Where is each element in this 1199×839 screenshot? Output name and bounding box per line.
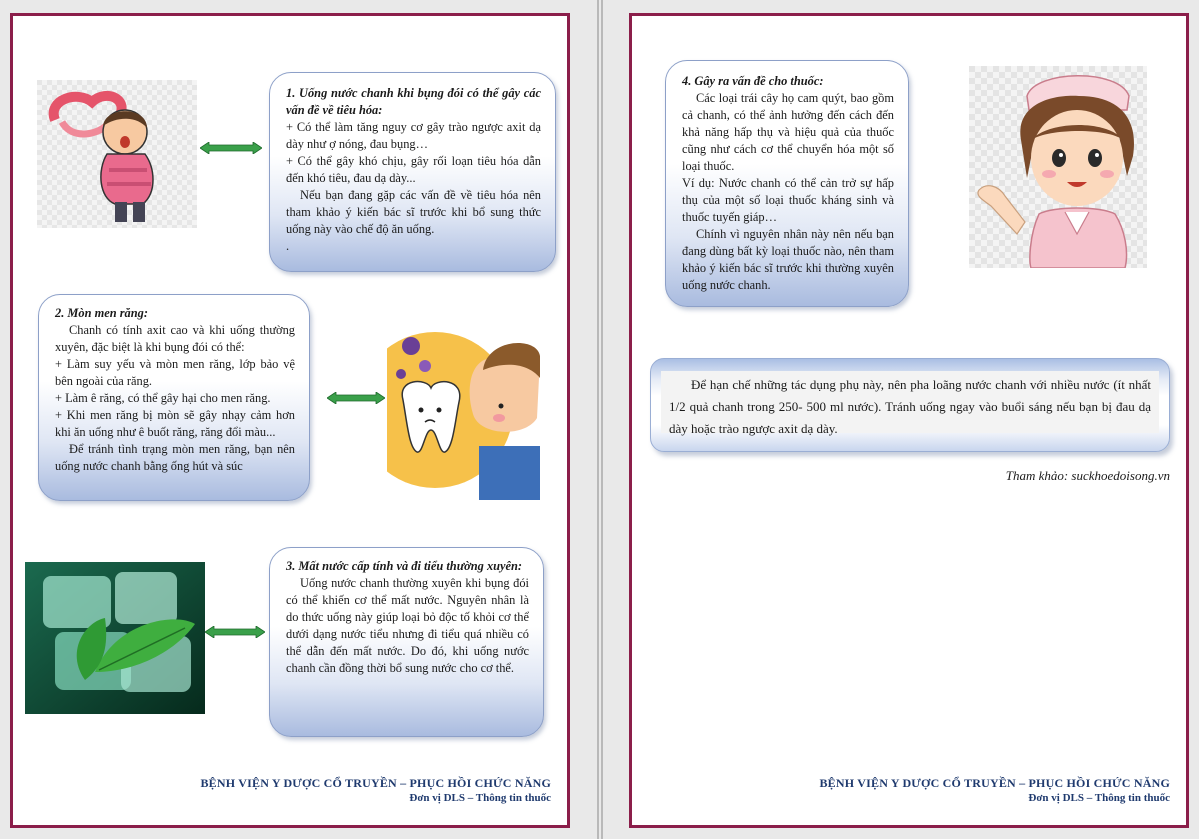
medication-issues-callout [665,60,909,307]
double-arrow-icon [200,142,262,154]
medication-issues-line-1: Các loại trái cây họ cam quýt, bao gồm cả chanh, có thể ảnh hưởng đến cách đến khả năng hấp thụ và hiệu quả của thuốc cũng như cách cơ thể chuyển hóa một số loại thuốc. [682,91,894,173]
page1-footer [200,776,551,804]
double-arrow-icon [327,392,385,404]
ice-and-mint-image [25,562,205,714]
dehydration-callout [269,547,544,737]
dehydration-title: 3. Mất nước cấp tính và đi tiểu thường xuyên: [286,559,523,573]
page2-footer [819,776,1170,804]
document-page-2 [629,13,1189,828]
tooth-enamel-title: 2. Mòn men răng: [55,306,148,320]
tooth-enamel-line-4: + Khi men răng bị mòn sẽ gây nhạy cảm hơn khi ăn uống như ê buốt răng, răng đổi màu... [55,408,295,439]
page-gutter-left [597,0,599,839]
dehydration-line-1: Uống nước chanh thường xuyên khi bụng đói có thể khiến cơ thể mất nước. Nguyên nhân là do thức uống này giúp loại bỏ độc tố khỏi cơ thể dưới dạng nước tiểu nhưng đi tiểu quá nhiều có thể dẫn đến mất nước. Do đó, khi uống nước chanh cần đồng thời bổ sung nước cho cơ thể. [286,576,529,675]
nurse-illustration [969,66,1147,268]
digestive-issues-line-3: Nếu bạn đang gặp các vấn đề về tiêu hóa nên tham khảo ý kiến bác sĩ trước khi bổ sung thức uống này vào chế độ ăn uống. [286,188,541,236]
dilution-advice-text: Để hạn chế những tác dụng phụ này, nên pha loãng nước chanh với nhiều nước (ít nhất 1/2 quả chanh trong 250- 500 ml nước). Tránh uống ngay vào buổi sáng nếu bạn bị đau dạ dày hoặc trào ngược axit dạ dày. [661,371,1159,433]
tooth-enamel-line-1: Chanh có tính axit cao và khi uống thường xuyên, đặc biệt là khi bụng đói có thể: [55,323,295,354]
footer-unit-name: Đơn vị DLS – Thông tin thuốc [1028,792,1170,804]
footer-hospital-name: BỆNH VIỆN Y DƯỢC CỔ TRUYỀN – PHỤC HỒI CHỨC NĂNG [819,776,1170,790]
tooth-enamel-line-5: Để tránh tình trạng mòn men răng, bạn nên uống nước chanh bằng ống hút và súc [55,442,295,473]
page-gutter-right [601,0,603,839]
double-arrow-icon [205,626,265,638]
tooth-sensitivity-illustration [387,318,540,500]
footer-hospital-name: BỆNH VIỆN Y DƯỢC CỔ TRUYỀN – PHỤC HỒI CHỨC NĂNG [200,776,551,790]
digestive-issues-line-1: + Có thể làm tăng nguy cơ gây trào ngược axit dạ dày như ợ nóng, đau bụng… [286,120,541,151]
tooth-enamel-line-2: + Làm suy yếu và mòn men răng, lớp bảo vệ bên ngoài của răng. [55,357,295,388]
dilution-advice-box [650,358,1170,452]
medication-issues-line-2: Ví dụ: Nước chanh có thể cản trở sự hấp thụ của một số loại thuốc kháng sinh và thuốc tuyến giáp… [682,176,894,224]
medication-issues-title: 4. Gây ra vấn đề cho thuốc: [682,74,824,88]
stomach-ache-illustration [37,80,197,228]
document-page-1 [10,13,570,828]
digestive-issues-title: 1. Uống nước chanh khi bụng đói có thể gây các vấn đề về tiêu hóa: [286,86,541,117]
digestive-issues-line-4: . [286,239,290,253]
medication-issues-line-3: Chính vì nguyên nhân này nên nếu bạn đang dùng bất kỳ loại thuốc nào, nên tham khảo ý kiến bác sĩ trước khi thường xuyên uống nước chanh. [682,227,894,292]
digestive-issues-line-2: + Có thể gây khó chịu, gây rối loạn tiêu hóa dẫn đến khó tiêu, đau dạ dày... [286,154,541,185]
tooth-enamel-line-3: + Làm ê răng, có thể gây hại cho men răng. [55,391,271,405]
digestive-issues-callout [269,72,556,272]
footer-unit-name: Đơn vị DLS – Thông tin thuốc [409,792,551,804]
tooth-enamel-callout [38,294,310,501]
reference-source: Tham khảo: suckhoedoisong.vn [1005,468,1170,483]
